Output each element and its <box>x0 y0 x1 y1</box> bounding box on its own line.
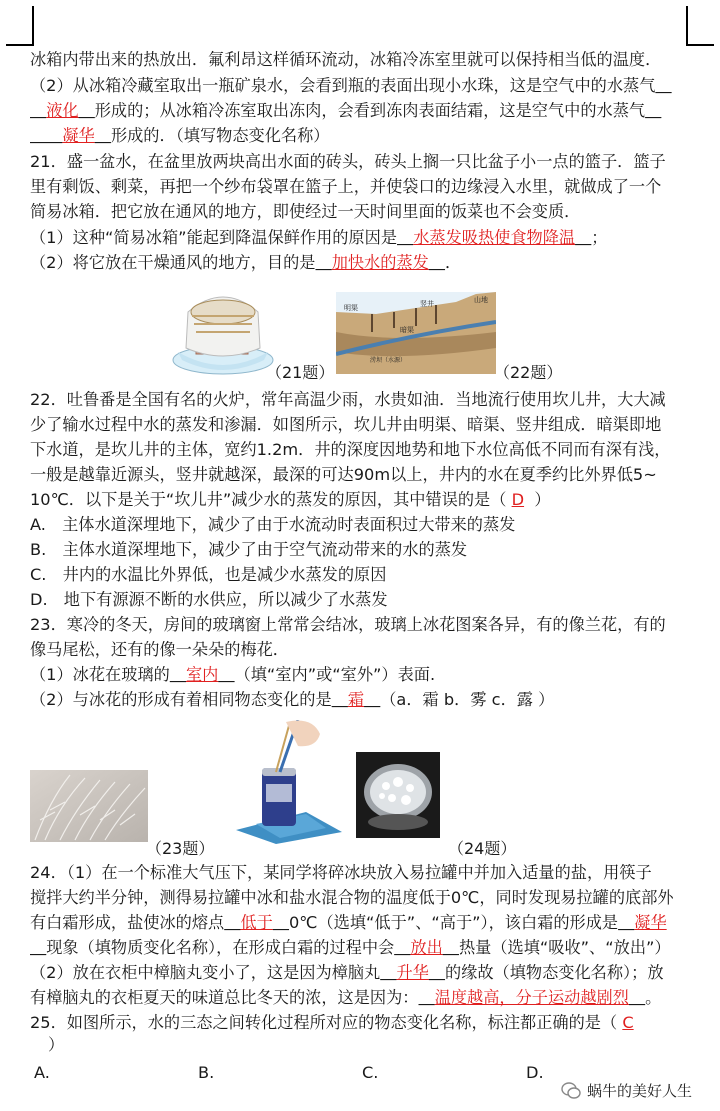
q23-sub2 <box>30 689 554 711</box>
text-span: 的缘故（填物态变化名称）；放 <box>445 963 664 982</box>
q22-text: 一般是越靠近源头，竖井就越深，最深的可达90m以上，井内的水在夏季约比外界低5~ <box>30 465 657 484</box>
answer-22: D <box>511 490 525 509</box>
watermark-text: 蜗牛的美好人生 <box>586 1082 692 1100</box>
label-mingqu: 明渠 <box>344 305 358 312</box>
q24-text: 24．（1）在一个标准大气压下，某同学将碎冰块放入易拉罐中并加入适量的盐，用筷子 <box>30 863 652 882</box>
label-anqu: 暗渠 <box>400 327 414 334</box>
watermark <box>561 1080 692 1101</box>
text-line: 冰箱内带出来的热放出．氟利昂这样循环流动，冰箱冷冻室里就可以保持相当低的温度． <box>30 50 662 69</box>
option-d: D. 地下有源源不断的水供应，所以减少了水蒸发 <box>30 590 388 609</box>
text-line <box>30 125 329 147</box>
blank: ＿ <box>272 913 289 932</box>
label-laoba: 涝坝（水源） <box>370 358 407 364</box>
option-25-d: D. <box>526 1063 544 1082</box>
answer-21-1: 水蒸发吸热使食物降温 <box>413 228 576 247</box>
text-span: 10℃．以下是关于“坎儿井”减少水的蒸发的原因，其中错误的是（ <box>30 490 507 509</box>
figure-24-can-experiment <box>236 720 342 844</box>
figure-24-camphor-jar <box>356 752 440 838</box>
text-span: （填“室内”或“室外”）表面. <box>234 665 436 684</box>
text-span: 。 <box>645 988 662 1007</box>
q24-text <box>30 937 671 959</box>
caption-24: （24题） <box>448 839 517 858</box>
q21-sub2: （2）将它放在干燥通风的地方，目的是＿加快水的蒸发＿． <box>30 253 462 272</box>
answer-21-2: 加快水的蒸发 <box>331 253 429 272</box>
text-span: 形成的．（填写物态变化名称） <box>110 126 330 145</box>
option-a: A. 主体水道深埋地下，减少了由于水流动时表面积过大带来的蒸发 <box>30 515 516 534</box>
text-span: ） <box>534 490 551 509</box>
blank: ＿ <box>628 988 646 1007</box>
label-shujing: 竖井 <box>420 301 434 308</box>
answer-yehua: 液化 <box>46 101 79 120</box>
blank: ＿ <box>224 913 241 932</box>
q24-text <box>30 962 664 984</box>
blank: ＿ <box>94 126 111 145</box>
answer-23-1: 室内 <box>186 665 219 684</box>
figure-23-ice-flower <box>30 770 148 842</box>
option-25-a: A. <box>34 1063 50 1082</box>
text-span: 现象（填物质变化名称），在形成白霜的过程中会 <box>46 938 395 957</box>
text-span: 有白霜形成，盐使冰的熔点 <box>30 913 225 932</box>
blank: ＿ <box>30 938 47 957</box>
answer-24-2: 凝华 <box>634 913 667 932</box>
label-shandi: 山地 <box>474 297 488 304</box>
blank: ＿＿ <box>30 126 63 145</box>
q25-text: ） <box>48 1035 65 1054</box>
q21-text: 简易冰箱．把它放在通风的地方，即使经过一天时间里面的饭菜也不会变质． <box>30 202 581 221</box>
text-span: （2）与冰花的形成有着相同物态变化的是 <box>30 690 332 709</box>
blank: ＿ <box>218 665 235 684</box>
option-25-c: C. <box>362 1063 379 1082</box>
crop-mark-left-h <box>6 44 34 46</box>
crop-mark-right-v <box>686 6 688 44</box>
figure-22-karez <box>336 292 496 374</box>
q24-text: 搅拌大约半分钟，测得易拉罐中冰和盐水混合物的温度低于0℃，同时发现易拉罐的底部外 <box>30 888 674 907</box>
text-span: 0℃（选填“低于”、“高于”），该白霜的形成是 <box>289 913 619 932</box>
blank: ＿ <box>428 253 445 272</box>
blank: ＿ <box>655 76 672 95</box>
blank: ＿ <box>331 690 348 709</box>
text-line <box>30 75 672 97</box>
blank: ＿ <box>364 690 381 709</box>
text-line <box>30 100 661 122</box>
q22-question <box>30 489 551 511</box>
text-span: 热量（选填“吸收”、“放出”） <box>458 938 671 957</box>
answer-24-3: 放出 <box>410 938 443 957</box>
q23-text: 23．寒冷的冬天，房间的玻璃窗上常常会结冰，玻璃上冰花图案各异，有的像兰花，有的 <box>30 615 666 634</box>
answer-24-4: 升华 <box>396 963 429 982</box>
q21-sub1: （1）这种“简易冰箱”能起到降温保鲜作用的原因是＿水蒸发吸热使食物降温＿； <box>30 228 608 247</box>
text-span: 有樟脑丸的衣柜夏天的味道总比冬天的浓，这是因为： <box>30 988 419 1007</box>
text-span: （1）这种“简易冰箱”能起到降温保鲜作用的原因是 <box>30 228 398 247</box>
blank: ＿ <box>575 228 592 247</box>
q23-sub1 <box>30 664 435 686</box>
text-span: （2）从冰箱冷藏室取出一瓶矿泉水，会看到瓶的表面出现小水珠，这是空气中的水蒸气 <box>30 76 656 95</box>
blank: ＿ <box>645 101 662 120</box>
text-span: （1）冰花在玻璃的 <box>30 665 170 684</box>
q24-text <box>30 987 661 1009</box>
option-b: B. 主体水道深埋地下，减少了由于空气流动带来的水的蒸发 <box>30 540 468 559</box>
blank: ＿ <box>380 963 397 982</box>
blank: ＿ <box>394 938 411 957</box>
blank: ＿ <box>30 101 47 120</box>
text-span: （a．霜 b．雾 c．露 ） <box>380 690 555 709</box>
text-span: （2）将它放在干燥通风的地方，目的是 <box>30 253 316 272</box>
blank: ＿ <box>78 101 95 120</box>
answer-ninghua: 凝华 <box>62 126 95 145</box>
blank: ＿ <box>618 913 635 932</box>
answer-23-2: 霜 <box>347 690 365 709</box>
blank: ＿ <box>315 253 332 272</box>
blank: ＿ <box>169 665 186 684</box>
q21-text: 里有剩饭、剩菜，再把一个纱布袋罩在篮子上，并使袋口的边缘浸入水里，就做成了一个 <box>30 177 662 196</box>
blank: ＿ <box>418 988 435 1007</box>
answer-24-5: 温度越高，分子运动越剧烈 <box>434 988 629 1007</box>
blank: ＿ <box>442 938 459 957</box>
answer-24-1: 低于 <box>240 913 273 932</box>
text-span: （2）放在衣柜中樟脑丸变小了，这是因为樟脑丸 <box>30 963 381 982</box>
option-25-b: B. <box>198 1063 215 1082</box>
q25-text <box>30 1012 634 1034</box>
q22-text: 少了输水过程中水的蒸发和渗漏．如图所示，坎儿井由明渠、暗渠、竖井组成．暗渠即地 <box>30 415 662 434</box>
wechat-icon <box>561 1082 581 1100</box>
crop-mark-right-h <box>686 44 714 46</box>
q23-text: 像马尾松，还有的像一朵朵的梅花． <box>30 640 289 659</box>
answer-25: C <box>622 1013 634 1032</box>
crop-mark-left-v <box>32 6 34 44</box>
text-span: 25．如图所示，水的三态之间转化过程所对应的物态变化名称，标注都正确的是（ <box>30 1013 618 1032</box>
q21-text: 21．盛一盆水，在盆里放两块高出水面的砖头，砖头上搁一只比盆子小一点的篮子．篮子 <box>30 152 666 171</box>
q22-text: 22．吐鲁番是全国有名的火炉，常年高温少雨，水贵如油．当地流行使用坎儿井，大大减 <box>30 390 666 409</box>
figure-21-basket <box>168 282 278 378</box>
text-span: 形成的；从冰箱冷冻室取出冻肉，会看到冻肉表面结霜，这是空气中的水蒸气 <box>94 101 646 120</box>
blank: ＿ <box>397 228 414 247</box>
q22-text: 下水道，是坎儿井的主体，宽约1.2m．井的深度因地势和地下水位高低不同而有深有浅， <box>30 440 671 459</box>
option-c: C. 井内的水温比外界低，也是减少水蒸发的原因 <box>30 565 387 584</box>
q24-text <box>30 912 667 934</box>
caption-23: （23题） <box>146 839 215 858</box>
blank: ＿ <box>428 963 445 982</box>
caption-21: （21题） <box>266 363 335 382</box>
caption-22: （22题） <box>494 363 563 382</box>
